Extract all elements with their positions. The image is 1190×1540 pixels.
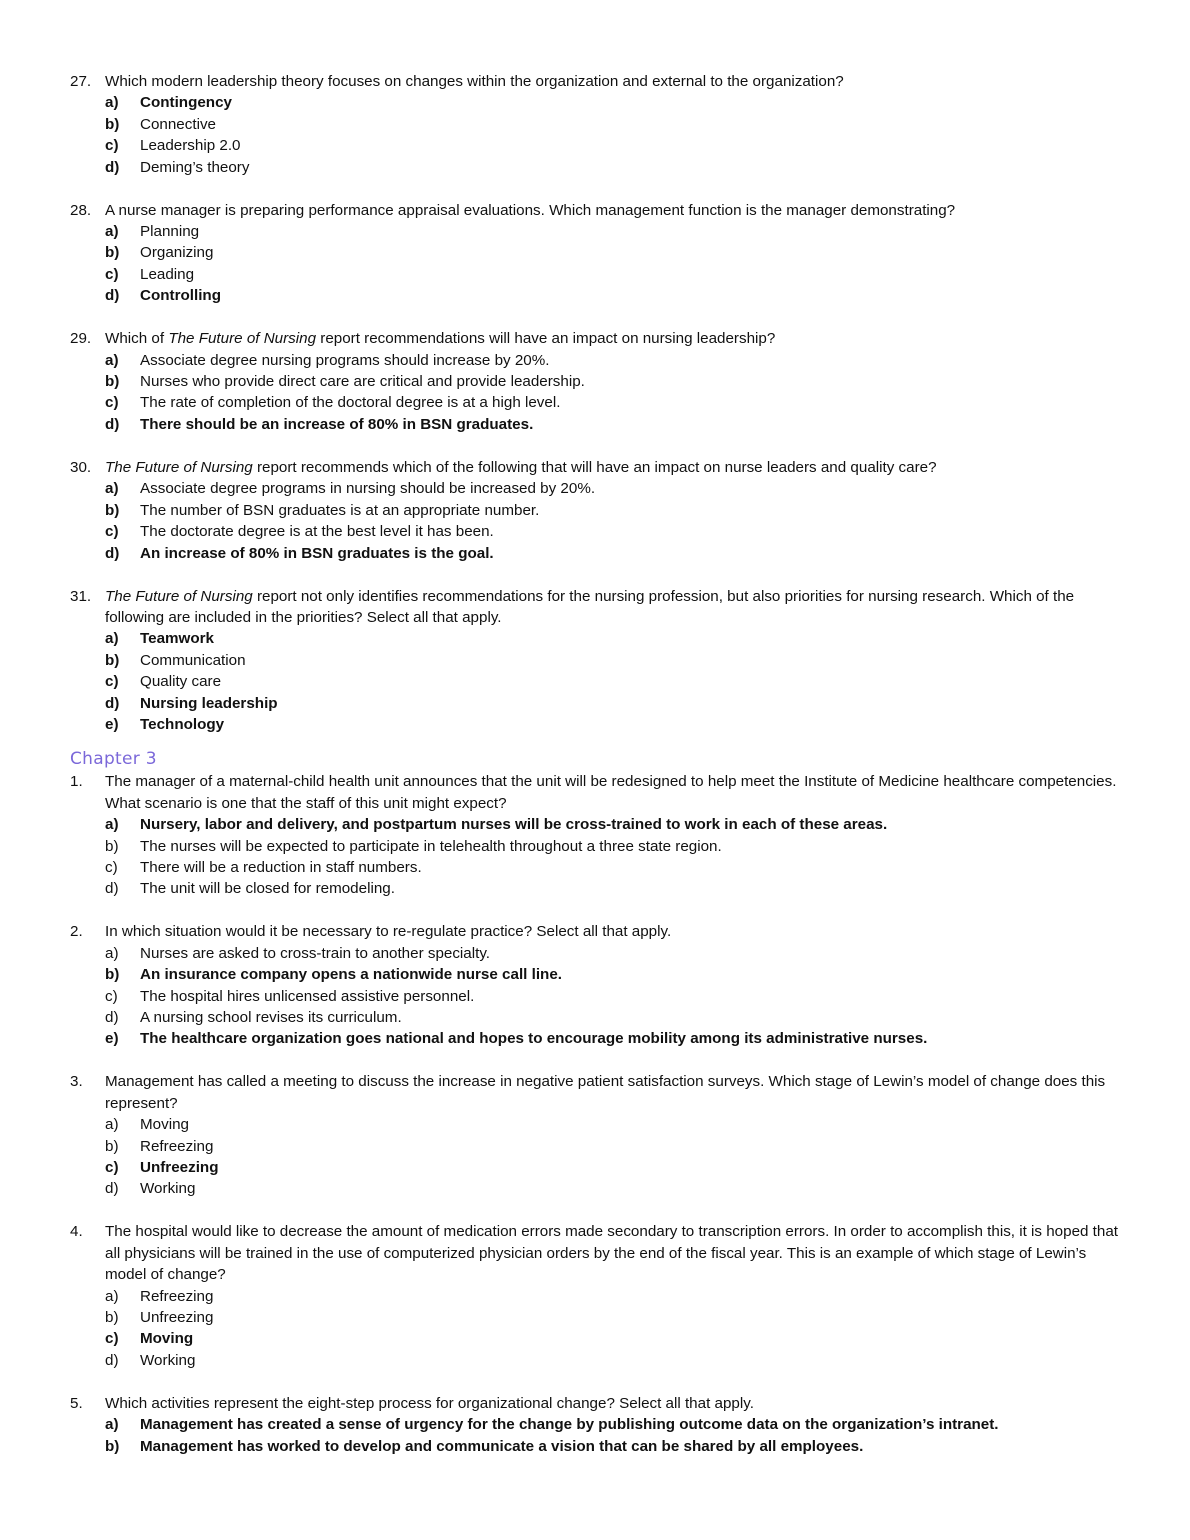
question-number: 5. [70,1394,83,1412]
option-letter: b) [105,501,120,519]
question [70,921,1130,1049]
question-stem [70,1071,1130,1114]
answer-option-correct [70,1436,1130,1457]
option-letter: d) [105,1009,119,1026]
option-text: Nursery, labor and delivery, and postpartum nurses will be cross-trained to work in each of these areas. [140,816,888,834]
question [70,771,1130,899]
option-text: Connective [140,115,216,133]
option-letter: b) [105,966,120,984]
question-text: Management has called a meeting to discuss the increase in negative patient satisfaction surveys. Which stage of Lewin’s model of change does this represent? [105,1073,1106,1112]
option-text: There should be an increase of 80% in BSN graduates. [140,415,534,433]
option-text: Deming’s theory [140,158,250,176]
option-text: Nurses who provide direct care are critical and provide leadership. [140,373,585,391]
option-letter: a) [105,1116,119,1134]
answer-option-correct [70,814,1130,835]
option-text: Unfreezing [140,1159,219,1177]
answer-options [70,1414,1130,1457]
option-text: Organizing [140,244,214,262]
option-letter: b) [105,651,120,669]
question-text: In which situation would it be necessary to re-regulate practice? Select all that apply. [105,923,672,941]
option-text: The rate of completion of the doctoral degree is at a high level. [140,394,561,412]
question-text-post: report not only identifies recommendations for the nursing profession, but also priorities for nursing research. Which of the following are included in the priorities? Select all that apply. [105,587,1075,626]
question-stem [70,328,1130,349]
option-text: Refreezing [140,1137,214,1155]
answer-options [70,628,1130,735]
option-text: Contingency [140,94,232,112]
option-letter: d) [105,544,120,562]
option-letter: c) [105,137,119,155]
question [70,1071,1130,1199]
option-letter: a) [105,480,119,498]
question-stem [70,586,1130,629]
option-letter: d) [105,880,119,898]
option-text: The nurses will be expected to participate in telehealth throughout a three state region. [140,837,722,855]
question-text: The manager of a maternal-child health unit announces that the unit will be redesigned to help meet the Institute of Medicine healthcare competencies. What scenario is one that the staff of this unit might expect? [105,773,1117,812]
answer-option-correct [70,714,1130,735]
question-text: Which modern leadership theory focuses on changes within the organization and external to the organization? [105,73,844,90]
option-letter: c) [105,1159,119,1177]
option-text: Management has worked to develop and communicate a vision that can be shared by all employees. [140,1437,864,1455]
question [70,328,1130,435]
option-letter: b) [105,244,120,262]
option-text: Leadership 2.0 [140,137,241,155]
answer-option-correct [70,628,1130,649]
answer-option [70,943,1130,964]
section-chapter-3-questions [70,771,1130,1457]
question-number: 27. [70,73,92,90]
answer-option [70,986,1130,1007]
question [70,457,1130,564]
option-letter: d) [105,1351,119,1369]
answer-option [70,114,1130,135]
question [70,586,1130,736]
question-number: 29. [70,330,92,348]
answer-options [70,478,1130,564]
answer-option [70,1178,1130,1199]
question-number: 28. [70,201,92,219]
option-letter: c) [105,394,119,412]
option-letter: c) [105,1330,119,1348]
option-text: Unfreezing [140,1309,214,1327]
answer-option [70,371,1130,392]
option-text: Technology [140,715,225,733]
option-text: Moving [140,1116,189,1134]
question-text: A nurse manager is preparing performance appraisal evaluations. Which management function is the manager demonstrating? [105,201,956,219]
option-letter: a) [105,223,119,241]
option-text: Working [140,1180,196,1198]
answer-option [70,650,1130,671]
answer-option-correct [70,964,1130,985]
question-text [105,457,1130,478]
answer-option-correct [70,1157,1130,1178]
answer-options [70,1114,1130,1200]
option-letter: b) [105,1137,119,1155]
option-letter: a) [105,351,119,369]
answer-option-correct [70,414,1130,435]
option-letter: e) [105,715,119,733]
question-number: 30. [70,458,92,476]
option-text: Controlling [140,287,221,305]
answer-options [70,350,1130,436]
option-letter: d) [105,158,120,176]
option-text: There will be a reduction in staff numbers. [140,858,422,876]
option-letter: d) [105,694,120,712]
option-text: Moving [140,1330,194,1348]
question [70,71,1130,178]
answer-option [70,392,1130,413]
option-letter: c) [105,265,119,283]
option-letter: a) [105,1287,119,1305]
option-letter: e) [105,1030,119,1048]
option-text: Associate degree nursing programs should increase by 20%. [140,351,550,369]
answer-option [70,836,1130,857]
section-chapter-2-questions [70,71,1130,735]
option-letter: c) [105,987,118,1005]
option-letter: b) [105,1309,119,1327]
question-text-post: report recommendations will have an impact on nursing leadership? [316,330,776,348]
answer-option-correct [70,693,1130,714]
question-text [105,328,1130,349]
option-text: Communication [140,651,246,669]
question-text: The hospital would like to decrease the amount of medication errors made secondary to transcription errors. In order to accomplish this, it is hoped that all physicians will be trained in the use of computerized physician orders by the end of the fiscal year. This is an example of which stage of Lewin’s model of change? [105,1223,1119,1284]
option-letter: a) [105,944,119,962]
option-letter: b) [105,373,120,391]
option-text: The hospital hires unlicensed assistive personnel. [140,987,475,1005]
answer-option [70,1307,1130,1328]
option-text: An insurance company opens a nationwide nurse call line. [140,966,562,984]
option-letter: d) [105,1180,119,1198]
report-title: The Future of Nursing [105,587,253,605]
option-letter: d) [105,287,120,305]
question [70,1221,1130,1371]
answer-option [70,521,1130,542]
option-text: A nursing school revises its curriculum. [140,1009,402,1026]
answer-option [70,478,1130,499]
option-letter: b) [105,837,119,855]
answer-option [70,135,1130,156]
option-letter: a) [105,630,119,648]
option-letter: a) [105,816,119,834]
question-stem [70,771,1130,814]
question-number: 4. [70,1223,83,1241]
report-title: The Future of Nursing [168,330,317,348]
answer-option-correct [70,1414,1130,1435]
question-text: Which activities represent the eight-step process for organizational change? Select all that apply. [105,1394,754,1412]
question [70,1393,1130,1457]
answer-option-correct [70,285,1130,306]
option-text: Planning [140,223,200,241]
option-text: Associate degree programs in nursing should be increased by 20%. [140,480,596,498]
answer-option [70,157,1130,178]
answer-option-correct [70,1028,1130,1049]
option-text: Quality care [140,673,222,691]
question-stem [70,457,1130,478]
answer-options [70,221,1130,307]
option-text: Working [140,1351,196,1369]
answer-option [70,1114,1130,1135]
question [70,200,1130,307]
question-number: 31. [70,587,92,605]
answer-option [70,500,1130,521]
option-text: Nursing leadership [140,694,278,712]
option-text: Refreezing [140,1287,214,1305]
answer-option [70,264,1130,285]
answer-options [70,1286,1130,1372]
answer-option [70,1350,1130,1371]
option-letter: d) [105,415,120,433]
option-letter: c) [105,858,118,876]
option-letter: b) [105,1437,120,1455]
option-text: The unit will be closed for remodeling. [140,880,395,898]
answer-option-correct [70,92,1130,113]
option-letter: b) [105,115,120,133]
option-text: The doctorate degree is at the best level it has been. [140,523,494,541]
question-stem [70,200,1130,221]
option-text: The number of BSN graduates is at an appropriate number. [140,501,540,519]
answer-option [70,242,1130,263]
option-text: Teamwork [140,630,214,648]
question-stem [70,1221,1130,1285]
question-number: 2. [70,923,83,941]
option-text: An increase of 80% in BSN graduates is the goal. [140,544,494,562]
option-text: Management has created a sense of urgency for the change by publishing outcome data on the organization’s intranet. [140,1416,999,1434]
answer-option [70,671,1130,692]
option-text: Leading [140,265,195,283]
question-text [105,586,1130,629]
answer-option [70,221,1130,242]
answer-option [70,878,1130,899]
chapter-heading: Chapter 3 [70,749,157,770]
answer-options [70,92,1130,178]
answer-option-correct [70,543,1130,564]
question-stem [70,1393,1130,1414]
option-text: Nurses are asked to cross-train to another specialty. [140,944,491,962]
option-text: The healthcare organization goes national and hopes to encourage mobility among its administrative nurses. [140,1030,928,1048]
answer-option [70,1136,1130,1157]
question-number: 1. [70,773,83,791]
option-letter: a) [105,1416,119,1434]
report-title: The Future of Nursing [105,458,253,476]
question-text-post: report recommends which of the following that will have an impact on nurse leaders and quality care? [252,458,937,476]
option-letter: c) [105,523,119,541]
answer-option [70,350,1130,371]
question-text-pre: Which of [105,330,169,348]
answer-options [70,943,1130,1050]
option-letter: a) [105,94,119,112]
option-letter: c) [105,673,119,691]
question-stem [70,921,1130,942]
answer-option [70,1286,1130,1307]
answer-option [70,1007,1130,1028]
answer-options [70,814,1130,900]
answer-option-correct [70,1328,1130,1349]
answer-option [70,857,1130,878]
question-stem [70,71,1130,92]
question-number: 3. [70,1073,83,1091]
